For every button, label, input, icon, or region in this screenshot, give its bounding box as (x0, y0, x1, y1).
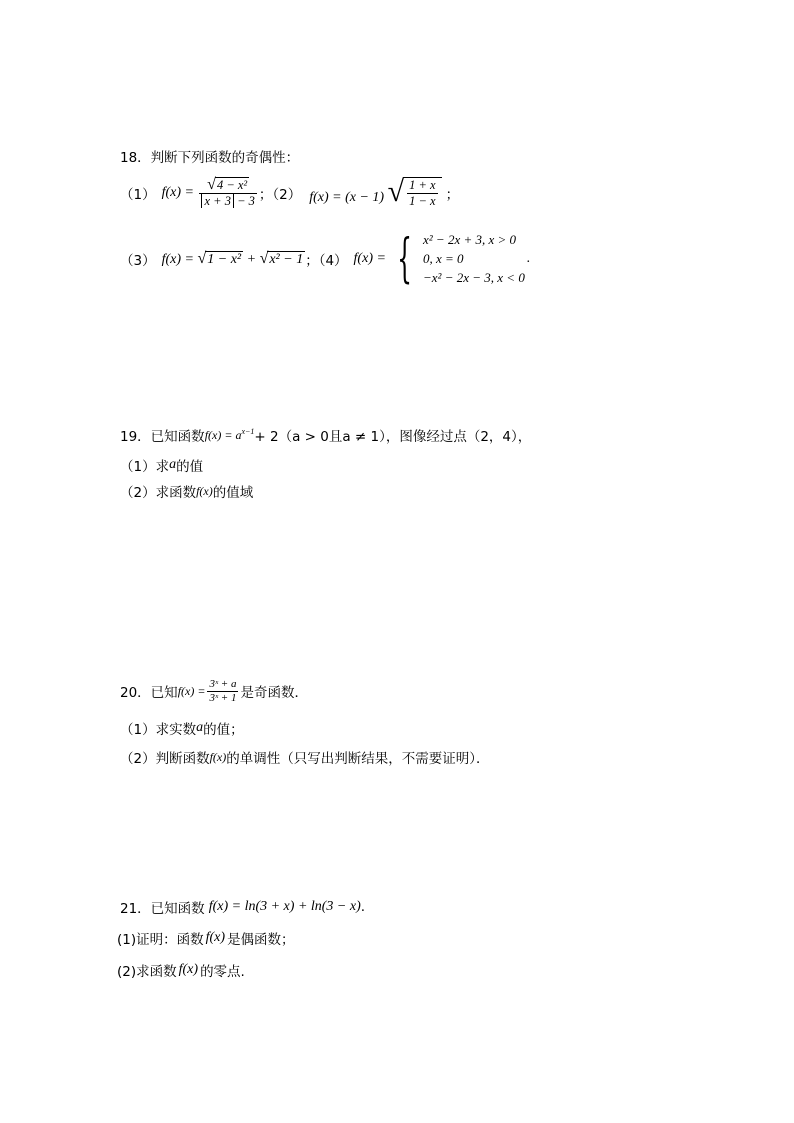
q21-math: f(x) = ln(3 + x) + ln(3 − x) (208, 899, 361, 914)
q20-s1-post: 的值； (203, 722, 244, 738)
q20-s2-post: 的单调性（只写出判断结果，不需要证明）． (226, 751, 490, 767)
q18-f3: f(x) = √ 1 − x² + √ x² − 1 (161, 249, 304, 267)
q18-label-4: ；（4） (305, 253, 348, 270)
q18-f3-lhs: f(x) = (161, 251, 194, 267)
q18-f2-den: 1 − x (409, 193, 436, 208)
q18-end: . (526, 251, 531, 267)
q18-f1 (162, 177, 259, 208)
q19-title-tail: + 2（a > 0且a ≠ 1），图像经过点（2，4）， (254, 429, 532, 445)
q18-f1-num: 4 − x² (216, 178, 248, 192)
q19-exp: x−1 (241, 427, 255, 436)
q21-title-pre: 21．已知函数 (120, 901, 205, 917)
q18-label-3: （3） (120, 253, 156, 270)
q19-f: f(x) = a (204, 428, 242, 442)
q20-s1-var: a (196, 720, 204, 735)
q18-semi: ； (445, 186, 460, 203)
q20-s2-pre: （2）判断函数 (120, 751, 210, 767)
q20-s1-pre: （1）求实数 (120, 722, 197, 738)
brace-icon: { (397, 229, 412, 290)
q18-f3-r2: x² − 1 (269, 251, 304, 267)
q18-f4-case-2: 0, x = 0 (423, 250, 464, 266)
q20-sub1 (120, 718, 244, 738)
q18-f4-cases (423, 231, 525, 288)
q19-s1-var: a (169, 457, 177, 472)
q19-title-f (205, 427, 255, 443)
q19-s1-pre: （1）求 (120, 459, 170, 475)
q21-s2-var: f(x) (178, 962, 199, 977)
q19-s2-var: f(x) (196, 483, 213, 498)
q18-f2: f(x) = (x − 1) √ $\frac{1 + x}{1 - x}$ (309, 177, 441, 208)
q21-title-post: . (360, 899, 366, 915)
q18-f3-r1: 1 − x² (207, 251, 242, 267)
q20-title-pre: 20．已知 (120, 685, 178, 702)
q20-title (120, 678, 308, 704)
q18-f1-fraction: √ 4 − x² x + 3 − 3 (199, 177, 256, 208)
q18-row1 (120, 177, 459, 208)
q20-s2-var: f(x) (209, 749, 227, 764)
q18-f4-lhs: f(x) = (353, 251, 386, 267)
q18-f1-den-tail: − 3 (237, 194, 255, 208)
q18-f2-num: 1 + x (409, 178, 436, 193)
q18-f3-plus: + (246, 251, 257, 267)
q19-title-pre: 19．已知函数 (120, 429, 205, 445)
q19-s2-post: 的值域 (212, 485, 254, 501)
q21-title (120, 897, 365, 917)
q19-sub1 (120, 455, 203, 475)
q18-f2-lhs: f(x) = (x − 1) (309, 190, 385, 206)
q18-f4-case-1: x² − 2x + 3, x > 0 (423, 232, 517, 247)
q18-title: 18．判断下列函数的奇偶性： (120, 150, 300, 166)
q21-s2-post: 的零点. (200, 964, 245, 980)
q18-label-1: （1） (120, 186, 156, 203)
q20-num: 3ˣ + a (209, 678, 237, 690)
q19-s1-post: 的值 (176, 459, 204, 475)
q19-sub2 (120, 481, 253, 501)
q20-title-post: 是奇函数． (240, 685, 308, 702)
q21-s1-post: 是偶函数； (227, 932, 295, 948)
q18-f4-case-3: −x² − 2x − 3, x < 0 (423, 269, 525, 285)
q19-s2-pre: （2）求函数 (120, 485, 197, 501)
q21-s1-var: f(x) (205, 930, 226, 945)
q20-den: 3ˣ + 1 (209, 691, 237, 704)
q19-title (120, 425, 531, 445)
q20-f-lhs: f(x) = (177, 683, 206, 698)
q20-f (178, 678, 241, 704)
q21-sub2 (117, 960, 245, 980)
q18-f1-abs: x + 3 (201, 194, 233, 208)
q18-f1-lhs: f(x) = (161, 184, 194, 200)
q21-s1-pre: (1)证明：函数 (117, 932, 204, 948)
q18-label-2: ；（2） (258, 186, 302, 203)
q20-sub2 (120, 747, 490, 767)
q21-sub1 (117, 928, 295, 948)
q18-row2 (120, 231, 530, 288)
q21-s2-pre: (2)求函数 (117, 964, 177, 980)
q18-f4 (354, 231, 531, 288)
